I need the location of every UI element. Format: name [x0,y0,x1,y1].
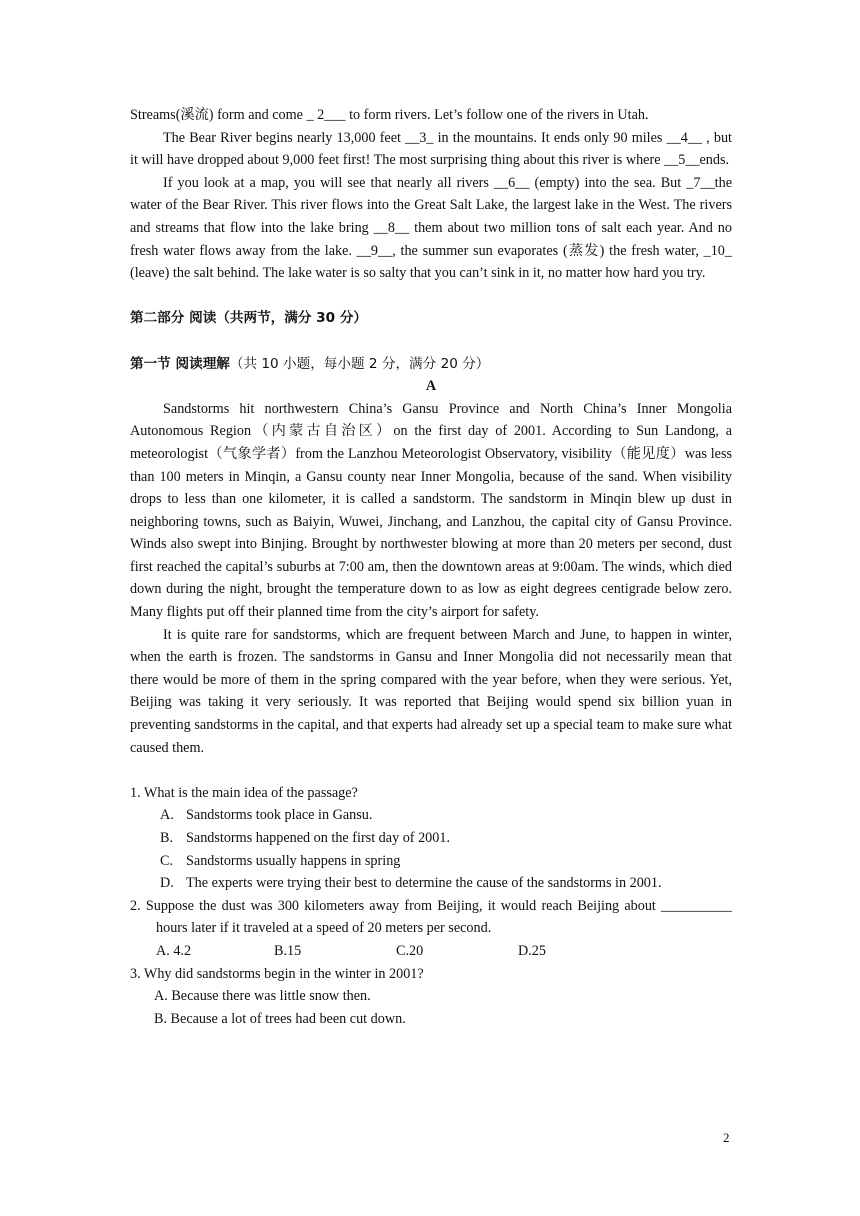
question-2-stem: 2. Suppose the dust was 300 kilometers away from Beijing, it would reach Beijing about __________ hours later if it traveled at a speed of 20 meters per second. [130,897,732,937]
page-number: 2 [723,1130,730,1145]
reading-paragraph-1: Sandstorms hit northwestern China’s Gansu Province and North China’s Inner Mongolia Autonomous Region（内蒙古自治区）on the first day of 2001. According to Sun Landong, a meteorologist（气象学者）from the Lanzhou Meteorologist Observatory, visibility（能见度）was less than 100 meters in Minqin, a Gansu county near Inner Mongolia, because of the sand. When visibility drops to less than one kilometer, it is called a sandstorm. The sandstorm in Minqin blew up dust in neighboring towns, such as Baiyin, Wuwei, Jinchang, and Lanzhou, the capital city of Gansu Province. Winds also swept into Binjing. Brought by northwester blowing at more than 20 meters per second, dust first reached the capital’s suburbs at 7:00 am, then the downtown areas at 9:00am. The winds, which died down during the night, brought the temperature down to as low as eight degrees centigrade below zero. Many flights put off their planned time from the city’s airport for safety. [130,400,732,621]
question-2-option-a: A. 4.2 [156,942,192,959]
question-1-option-a: A. Sandstorms took place in Gansu. [160,807,373,824]
section-heading: 第二部分 阅读（共两节，满分 30 分） [130,310,368,327]
document-page [130,104,732,1030]
question-3-option-b: B. Because a lot of trees had been cut down. [154,1010,406,1027]
question-1-option-d: D. The experts were trying their best to determine the cause of the sandstorms in 2001. [160,875,662,892]
reading-paragraph-2: It is quite rare for sandstorms, which are frequent between March and June, to happen in winter, when the earth is frozen. The sandstorms in Gansu and Inner Mongolia did not necessarily mean that there would be more of them in the spring compared with the year before, when they were serious. Yet, Beijing was taking it very seriously. It was reported that Beijing would spend six billion yuan in preventing sandstorms in the capital, and that experts had already set up a special team to make sure what caused them. [130,626,732,756]
question-1-option-b: B. Sandstorms happened on the first day of 2001. [160,830,450,846]
question-2-option-c: C.20 [396,942,424,959]
passage-paragraph-1: Streams(溪流) form and come _ 2___ to form rivers. Let’s follow one of the rivers in Utah. [130,107,649,123]
question-2-option-d: D.25 [518,942,546,959]
passage-paragraph-3: If you look at a map, you will see that nearly all rivers __6__ (empty) into the sea. But _7__the water of the Bear River. This river flows into the Great Salt Lake, the largest lake in the West. The rivers and streams that flow into the lake bring __8__ them about two million tons of salt each year. And no fresh water flows away from the lake. __9__, the summer sun evaporates (蒸发) the fresh water, _10_ (leave) the salt behind. The lake water is so salty that you can’t sink in it, no matter how hard you try. [130,174,732,282]
question-2-options [130,940,732,963]
sub-heading-detail: （共 10 小题，每小题 2 分，满分 20 分） [229,355,490,372]
question-1-option-c: C. Sandstorms usually happens in spring [160,852,401,869]
question-1-stem: 1. What is the main idea of the passage? [130,784,358,801]
question-3-option-a: A. Because there was little snow then. [154,988,371,1005]
question-2-option-b: B.15 [274,942,302,959]
passage-label: A [425,378,437,395]
passage-paragraph-2: The Bear River begins nearly 13,000 feet __3_ in the mountains. It ends only 90 miles __4__ , but it will have dropped about 9,000 feet first! The most surprising thing about this river is where __5__ends. [130,129,732,169]
sub-section-heading [130,353,732,376]
question-3-stem: 3. Why did sandstorms begin in the winter in 2001? [130,965,424,982]
sub-heading-bold: 第一节 阅读理解 [130,355,230,372]
